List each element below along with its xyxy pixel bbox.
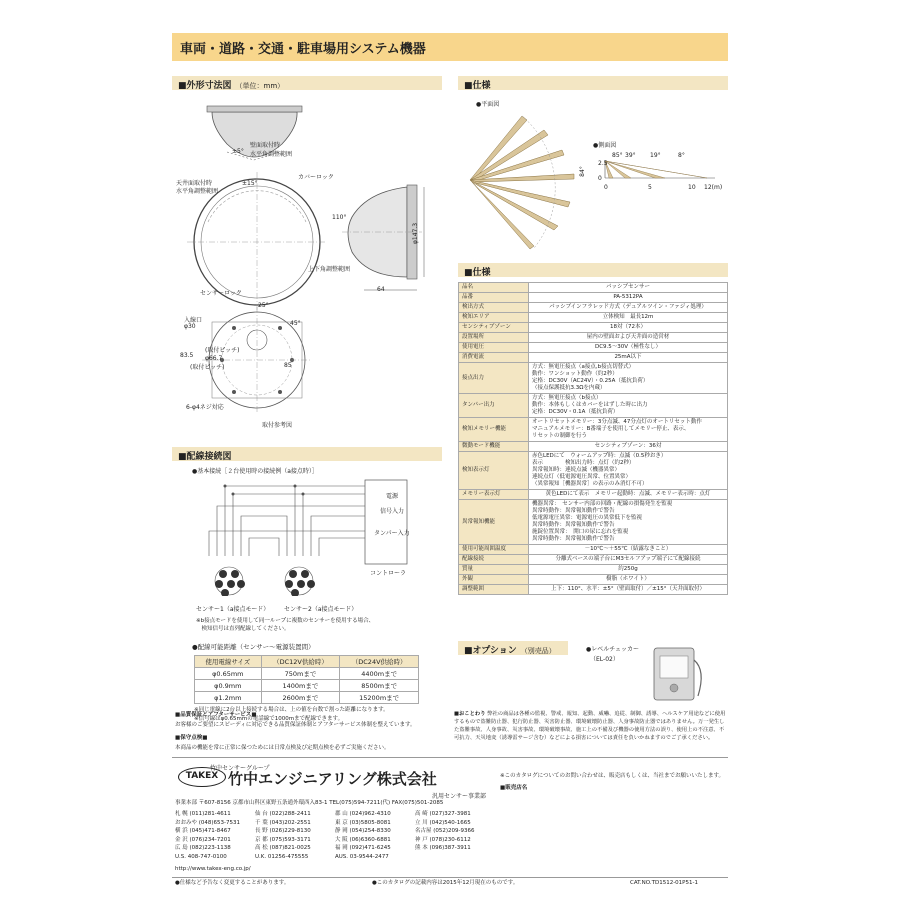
office-item: 名古屋 (052)209-9366	[415, 828, 475, 834]
spec-row	[459, 313, 728, 323]
spec-row	[459, 363, 728, 394]
dist-cell: 8500mまで	[340, 680, 419, 692]
office-item: 郡 山 (024)962-4310	[335, 811, 391, 817]
office-item: 千 葉 (043)202-2551	[255, 819, 311, 826]
dealer-label: ■販売店名	[500, 785, 528, 791]
hq-address: 事業本部 〒607-8156 京都市山科区東野五条通外環西入83-1 TEL(075)594-7211(代) FAX(075)501-2085	[175, 800, 444, 806]
spec-key: 微動モード機能	[459, 442, 529, 452]
option-sub: （別売品）	[520, 647, 556, 655]
wiring-heading	[172, 447, 442, 461]
office-item: 静 岡 (054)254-8330	[335, 828, 391, 834]
dims-heading-text: ■外形寸法図	[178, 81, 232, 91]
office-list	[175, 811, 495, 861]
dim-pitch2: (取付ピッチ)	[205, 347, 240, 354]
dim-ceiling-mount: 天井面取付時	[176, 180, 213, 187]
dim-d667: φ66.7	[205, 355, 223, 362]
dim-a45: 45°	[290, 320, 301, 327]
plan-view-diagram	[462, 108, 597, 258]
dim-ceiling-range: 水平角調整範囲	[176, 188, 219, 195]
spec-value: 機器異常： センサー内部の回路・配線の損傷発生を監視 異常時動作：異常報知動作で警告 低電源電圧異常：電源電圧の異常低下を監視 異常時動作：異常報知動作で警告 施錠位置異常： 開口の尿に忘れを監視 異常時動作：異常報知動作で警告	[529, 500, 728, 545]
caution-text: 弊社の商品は各種の監視、警戒、報知、起動、威嚇、追従、制御、誘導、ヘルスケア用途などに使用するもので盗難防止器、犯行防止器、災害防止器、環境破壊防止器、人身事故防止器ではありません。万一発生した盗難事故、人身事故、災害事故、環境破壊事故、施工上の不備及び機器の使用方法の誤り、使用上の不注意、不可抗力、天災地変（誘導雷サージ含む）などによる損害については責任を負いかねますのでご了承ください。	[454, 711, 726, 741]
spec-value: 方式：無電圧接点（b接点） 動作：本体もしくはカバーをはずした時に出力 定格：DC30V・0.1A（抵抗負荷）	[529, 394, 728, 418]
spec-value: 18対（72本）	[529, 323, 728, 333]
warranty-heading: ■品質保証とアフターサービス■	[175, 712, 257, 718]
spec-row	[459, 323, 728, 333]
wiring-note1: ※b接点モードを使用して同一ループに複数のセンサーを使用する場合、	[196, 618, 375, 624]
dist-row	[195, 680, 419, 692]
spec-key: 検知表示灯	[459, 452, 529, 490]
spec-key: 外観	[459, 575, 529, 585]
side-x-12: 12(m)	[704, 184, 723, 191]
spec-value: 約250g	[529, 565, 728, 575]
level-checker-image	[648, 640, 710, 702]
office-item: 京 都 (075)593-3171	[255, 836, 311, 843]
side-angle-8: 8°	[678, 152, 685, 159]
side-label: ●側面図	[593, 142, 617, 149]
spec-row	[459, 333, 728, 343]
spec-key: 質量	[459, 565, 529, 575]
spec-value: DC9.5～30V（極性なし）	[529, 343, 728, 353]
side-angle-39: 39°	[625, 152, 636, 159]
spec-value: 赤色LEDにて ウォームアップ時：点滅（0.5秒おき） 表示 検知出力時：点灯（約2秒） 異常報知時：連続点滅（機器異常） 連続点灯（低電源電圧異常、位置異常） （異常報知［機器異常］の表示のみ消灯不可）	[529, 452, 728, 490]
spec-row	[459, 394, 728, 418]
spec-key: 使用可能周囲温度	[459, 545, 529, 555]
dim-cover-lock: カバーロック	[298, 174, 334, 181]
dist-cell: φ0.9mm	[195, 680, 262, 692]
dim-diameter: φ147.3	[412, 222, 420, 245]
option-model: （EL-02）	[590, 656, 619, 663]
group-label: 竹中センサーグループ	[210, 765, 270, 772]
spec-row	[459, 442, 728, 452]
dim-ud-range: 上下角調整範囲	[308, 266, 351, 273]
side-y-bottom: 0	[598, 175, 602, 182]
dim-wall-mount: 壁面取付時	[250, 142, 281, 149]
wiring-note2: 検知信号は直列配線してください。	[196, 626, 290, 632]
dist-cell: 750mまで	[261, 668, 340, 680]
office-item: 高 崎 (027)327-3981	[415, 811, 471, 817]
wiring-sensor1: センサー1（a接点モード）	[196, 606, 270, 613]
dist-cell: φ1.2mm	[195, 692, 262, 704]
dim-angle-110: 110°	[332, 214, 347, 221]
spec-change-note: ●仕様など予告なく変更することがあります。	[175, 880, 290, 886]
spec-value: PA-5312PA	[529, 293, 728, 303]
office-item: おおみや (048)653-7531	[175, 819, 241, 826]
dist-header-cell: （DC24V供給時）	[340, 656, 419, 668]
office-item: 金 沢 (076)234-7201	[175, 836, 231, 843]
dist-cell: 1400mまで	[261, 680, 340, 692]
spec-value: 分離式ベースの端子台にM3セルフアップ端子にて配線接続	[529, 555, 728, 565]
wiring-tamper-in: タンパー入力	[374, 530, 410, 537]
office-item: 札 幌 (011)281-4611	[175, 811, 231, 817]
wiring-heading-text: ■配線接続図	[178, 452, 232, 462]
office-item: AUS. 03-9544-2477	[335, 853, 389, 860]
wiring-power: 電源	[386, 493, 399, 500]
warranty-text: お客様のご要望にスピーディに対応できる品質保証体制とアフターサービス体制を整えています。	[175, 722, 416, 728]
spec-value: センシティブゾーン：36対	[529, 442, 728, 452]
spec-table-heading-text: ■仕様	[464, 268, 491, 278]
spec-key: 設置場所	[459, 333, 529, 343]
office-item: U.S. 408-747-0100	[175, 853, 227, 860]
spec-value: 方式：無電圧接点（a接点,b接点切替式） 動作：ワンショット動作（約2秒） 定格：DC30V（AC24V）・0.25A（抵抗負荷） （接点保護抵抗3.3Ωを内蔵）	[529, 363, 728, 394]
wiring-signal-in: 信号入力	[380, 508, 405, 515]
option-heading-text: ■オプション	[464, 646, 517, 656]
dim-a25: 25°	[258, 302, 269, 309]
dist-row	[195, 692, 419, 704]
dim-pitch1: (取付ピッチ)	[190, 364, 225, 371]
dist-heading: ●配線可能距離（センサー～電源装置間）	[192, 643, 315, 651]
dim-d85: 85	[284, 362, 292, 369]
spec-value: 上下：110°、水平：±5°（壁面取付）／±15°（天井面取付）	[529, 585, 728, 595]
dist-cell: 4400mまで	[340, 668, 419, 680]
spec-key: 配線接続	[459, 555, 529, 565]
title-banner	[172, 33, 728, 61]
office-item: 大 阪 (06)6360-6881	[335, 836, 391, 843]
office-item: 熊 本 (096)387-3911	[415, 845, 471, 851]
wiring-basic: ●基本接続［２台使用時の接続例（a接点時）］	[192, 468, 318, 475]
dim-dia30: φ30	[184, 323, 196, 330]
office-item: U.K. 01256-475555	[255, 853, 309, 860]
plan-label: ●平面図	[476, 101, 500, 108]
inquiry-note: ※このカタログについてのお問い合わせは、販売店もしくは、当社までお願いいたします。	[500, 773, 725, 779]
spec-row	[459, 490, 728, 500]
website-url[interactable]: http://www.takex-eng.co.jp/	[175, 866, 251, 872]
spec-value: 屋内の壁面および天井面の造営材	[529, 333, 728, 343]
office-item: 長 野 (026)229-8130	[255, 828, 311, 834]
office-item: 立 川 (042)540-1665	[415, 819, 471, 826]
dim-angle-15: ±15°	[242, 180, 258, 187]
spec-key: メモリー表示灯	[459, 490, 529, 500]
dimension-drawing	[172, 92, 447, 432]
dims-heading	[172, 76, 442, 90]
caution-block	[454, 710, 726, 742]
spec-table	[458, 282, 728, 595]
maintenance-text: 本商品の機能を常に正常に保つためには日常点検及び定期点検を必ずご実施ください。	[175, 745, 390, 751]
side-y-top: 2.5	[598, 160, 608, 167]
office-item	[415, 854, 495, 862]
spec-value: パッシブセンサー	[529, 283, 728, 293]
side-x-10: 10	[688, 184, 696, 191]
dist-header-cell: 使用電線サイズ	[195, 656, 262, 668]
office-item: 神 戸 (078)230-6112	[415, 836, 471, 843]
plan-angle-84: 84°	[578, 166, 586, 177]
spec-key: 検出方式	[459, 303, 529, 313]
wiring-sensor2: センサー2（a接点モード）	[284, 606, 358, 613]
spec-row	[459, 555, 728, 565]
spec-row	[459, 343, 728, 353]
divider-mid	[172, 757, 728, 758]
dist-note2: ※信号線はφ0.65mmの電話線で1000mまで配線できます。	[194, 716, 344, 722]
dim-screw: 6-φ4ネジ対応	[186, 404, 224, 411]
office-item: 広 島 (082)223-1138	[175, 845, 231, 851]
spec-value: 黄色LEDにて表示 メモリー起動時：点滅、メモリー表示時：点灯	[529, 490, 728, 500]
spec-row	[459, 545, 728, 555]
office-item: 横 浜 (045)471-8467	[175, 828, 231, 834]
dim-h835: 83.5	[180, 352, 194, 359]
dist-cell: φ0.65mm	[195, 668, 262, 680]
spec-key: センシティブゾーン	[459, 323, 529, 333]
caution-heading: ■おことわり	[454, 711, 486, 717]
spec-row	[459, 575, 728, 585]
spec-row	[459, 283, 728, 293]
spec-value: オートリセットメモリー：3分点滅、47分点灯のオートリセット動作 マニュアルメモリー：B番端子を使用してメモリー停止、表示、 リセットの制御を行う	[529, 418, 728, 442]
spec-key: 品名	[459, 283, 529, 293]
takex-logo: TAKEX	[178, 767, 226, 787]
dim-horiz-range: 水平角調整範囲	[250, 151, 293, 158]
dims-unit: （単位：mm）	[235, 82, 285, 90]
dim-width-64: 64	[377, 286, 385, 293]
spec-key: 検知エリア	[459, 313, 529, 323]
sensor1-terminals	[215, 567, 245, 596]
spec-value: パッシブインフラレッド方式（デュアルツイン・ファジィ処理）	[529, 303, 728, 313]
dist-header-row	[195, 656, 419, 668]
catalog-number: CAT.NO.TD1512-01P51-1	[630, 880, 698, 886]
spec-row	[459, 303, 728, 313]
dim-mount-ref: 取付参考図	[262, 422, 293, 429]
spec-key: 検知メモリー機能	[459, 418, 529, 442]
spec-fig-heading-text: ■仕様	[464, 81, 491, 91]
divider-bottom	[172, 877, 728, 878]
spec-value: 立体検知 最長12m	[529, 313, 728, 323]
spec-table-heading	[458, 263, 728, 277]
maintenance-heading: ■保守点検■	[175, 735, 208, 741]
side-x-0: 0	[604, 184, 608, 191]
spec-key: タンパー出力	[459, 394, 529, 418]
spec-key: 消費電流	[459, 353, 529, 363]
dist-cell: 2600mまで	[261, 692, 340, 704]
spec-key: 品番	[459, 293, 529, 303]
dist-cell: 15200mまで	[340, 692, 419, 704]
office-item: 福 岡 (092)471-6245	[335, 845, 391, 851]
spec-row	[459, 353, 728, 363]
wiring-controller: コントローラ	[370, 570, 407, 577]
side-angle-85: 85°	[612, 152, 623, 159]
spec-value: 樹脂（ホワイト）	[529, 575, 728, 585]
spec-key: 接点出力	[459, 363, 529, 394]
option-name: ●レベルチェッカー	[586, 646, 640, 653]
spec-row	[459, 500, 728, 545]
office-item: 高 松 (087)821-0025	[255, 845, 311, 851]
spec-row	[459, 293, 728, 303]
office-item: 仙 台 (022)288-2411	[255, 811, 311, 817]
distance-table	[194, 655, 419, 704]
spec-row	[459, 585, 728, 595]
spec-value: －10℃～＋55℃（結露なきこと）	[529, 545, 728, 555]
page-title: 車両・道路・交通・駐車場用システム機器	[180, 42, 426, 57]
dist-row	[195, 668, 419, 680]
dim-sensor-lock: センサーロック	[200, 290, 242, 297]
side-angle-19: 19°	[650, 152, 661, 159]
date-note: ●このカタログの記載内容は2015年12月現在のものです。	[372, 880, 519, 886]
spec-key: 異常報知機能	[459, 500, 529, 545]
dim-inlet: 入線口	[184, 317, 203, 324]
spec-row	[459, 452, 728, 490]
spec-value: 25mA以下	[529, 353, 728, 363]
dim-angle-5: ±5°	[232, 148, 244, 155]
dist-note1: ※同じ電線に2台以上接続する場合は、上の値を台数で割った距離になります。	[194, 707, 389, 713]
division-name: 汎用センサー事業部	[432, 793, 487, 800]
spec-fig-heading	[458, 76, 728, 90]
side-x-5: 5	[648, 184, 652, 191]
office-item: 東 京 (03)5805-8081	[335, 819, 391, 826]
spec-row	[459, 565, 728, 575]
company-name: 竹中エンジニアリング株式会社	[228, 770, 437, 788]
option-heading	[458, 641, 568, 655]
spec-key: 調整範囲	[459, 585, 529, 595]
sensor2-terminals	[285, 567, 315, 596]
spec-key: 使用電圧	[459, 343, 529, 353]
spec-row	[459, 418, 728, 442]
dist-header-cell: （DC12V供給時）	[261, 656, 340, 668]
